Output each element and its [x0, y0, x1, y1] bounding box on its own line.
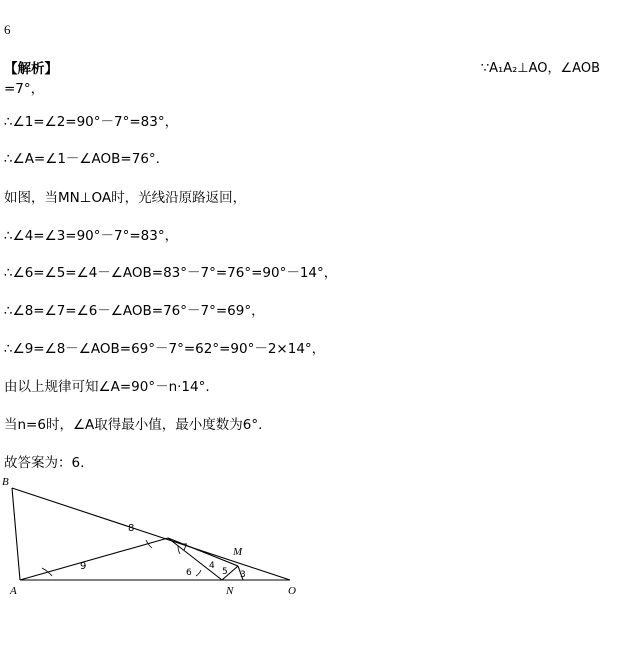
solution-line-5: ∴∠4=∠3=90°－7°=83°，	[4, 228, 179, 244]
segment-AB	[12, 488, 20, 580]
label-M: M	[233, 546, 243, 558]
solution-line-8: ∴∠9=∠8－∠AOB=69°－7°=62°=90°－2×14°，	[4, 341, 326, 357]
label-angle-5: 5	[222, 567, 228, 577]
solution-line-4: 如图，当MN⊥OA时，光线沿原路返回，	[4, 190, 247, 206]
label-N: N	[226, 585, 234, 597]
solution-header-note: ∵A₁A₂⊥AO，∠AOB	[480, 61, 600, 76]
segment-BO	[12, 488, 290, 580]
segment-P1-to-M	[168, 538, 238, 566]
label-angle-8: 8	[128, 523, 135, 534]
angle-arc-6	[196, 570, 201, 576]
solution-line-11: 故答案为：6.	[4, 455, 85, 471]
label-angle-3: 3	[240, 570, 246, 580]
label-angle-9: 9	[80, 561, 87, 572]
label-angle-6: 6	[186, 568, 192, 578]
solution-line-9: 由以上规律可知∠A=90°－n·14°.	[4, 379, 210, 395]
solution-label: 【解析】	[4, 61, 58, 77]
geometry-figure	[0, 470, 330, 600]
solution-line-6: ∴∠6=∠5=∠4－∠AOB=83°－7°=76°=90°－14°，	[4, 265, 338, 281]
solution-line-2: ∴∠1=∠2=90°－7°=83°，	[4, 114, 179, 130]
solution-line-1: =7°，	[4, 81, 45, 97]
segment-P1-to-N	[168, 538, 222, 580]
solution-line-7: ∴∠8=∠7=∠6－∠AOB=76°－7°=69°，	[4, 303, 265, 319]
label-O: O	[288, 585, 296, 597]
solution-line-3: ∴∠A=∠1－∠AOB=76°.	[4, 151, 160, 167]
label-angle-7: 7	[182, 543, 188, 553]
label-A: A	[10, 585, 17, 597]
label-B: B	[2, 476, 9, 488]
answer-number: 6	[4, 22, 11, 37]
solution-line-10: 当n=6时，∠A取得最小值，最小度数为6°.	[4, 417, 263, 433]
solution-header	[4, 57, 626, 77]
segment-A-to-P1	[20, 538, 168, 580]
label-angle-4: 4	[209, 561, 215, 571]
